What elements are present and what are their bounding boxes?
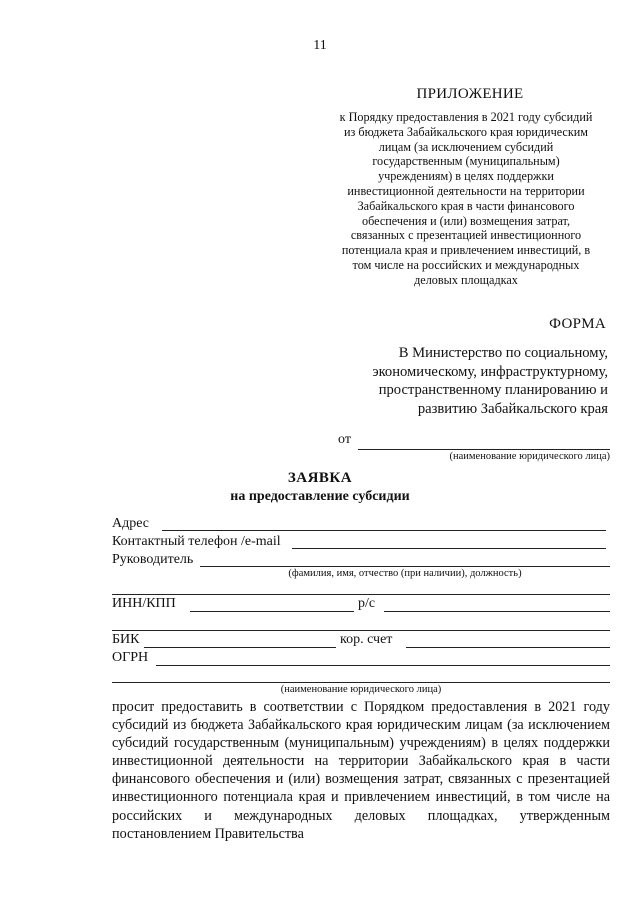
application-title: ЗАЯВКА [287,470,353,486]
corr-account-field-line[interactable] [406,647,610,648]
addressee-line: развитию Забайкальского края [417,400,608,417]
account-label: р/с [358,596,376,611]
appendix-line: связанных с презентацией инвестиционного [350,228,582,243]
appendix-line: лицам (за исключением субсидий [378,139,554,154]
appendix-line: потенциала края и привлечением инвестиций, в [341,243,591,258]
appendix-line: к Порядку предоставления в 2021 году субсидий [339,110,593,124]
appendix-line: Забайкальского края в части финансового [357,198,575,213]
appendix-line: инвестиционной деятельности на территории [347,183,585,198]
addressee-block [372,344,608,418]
inn-kpp-field-line[interactable] [190,611,354,612]
appendix-line: из бюджета Забайкальского края юридическим [344,124,588,139]
director-field-line[interactable] [200,566,610,567]
address-field-line[interactable] [162,530,606,531]
contact-field-line[interactable] [292,548,606,549]
director-label: Руководитель [112,552,194,567]
appendix-title: ПРИЛОЖЕНИЕ [416,86,524,102]
addressee-line: В Министерство по социальному, [398,345,608,361]
ogrn-field-line[interactable] [156,665,610,666]
corr-account-label: кор. счет [340,632,393,647]
director-extra-line[interactable] [112,594,610,595]
appendix-line: том числе на российских и международных [352,257,580,272]
from-label: от [338,432,351,447]
contact-label: Контактный телефон /e-mail [112,534,281,549]
addressee-line: пространственному планированию и [378,382,608,398]
ogrn-label: ОГРН [112,650,149,665]
legal-name-line[interactable] [112,682,610,683]
from-field-line[interactable] [358,449,610,450]
page-number: 11 [313,38,327,53]
appendix-line: деловых площадках [414,272,518,287]
appendix-line: государственным (муниципальным) [372,154,560,169]
from-caption: (наименование юридического лица) [449,451,610,462]
appendix-line: обеспечения и (или) возмещения затрат, [361,213,571,228]
body-paragraph: просит предоставить в соответствии с Порядком предоставления в 2021 году субсидий из бюджета Забайкальского края юридическим лицам (за исключением субсидий государственным (муниципальным) учреждениям) в целях поддержки инвестиционной деятельности на территории Забайкальского края в части финансового обеспечения и (или) возмещения затрат, связанных с презентацией инвестиционного потенциала края и привлечением инвестиций, в том числе на российских и международных деловых площадках, утвержденным постановлением Правительства [112,699,610,842]
address-label: Адрес [112,516,150,531]
account-field-line[interactable] [384,611,610,612]
application-subtitle: на предоставление субсидии [230,489,410,504]
inn-kpp-label: ИНН/КПП [112,596,176,611]
separator-line [112,630,610,631]
appendix-text [316,110,616,288]
director-caption: (фамилия, имя, отчество (при наличии), должность) [288,568,522,579]
bik-field-line[interactable] [144,647,336,648]
legal-name-caption: (наименование юридического лица) [280,684,442,695]
addressee-line: экономическому, инфраструктурному, [372,363,608,380]
bik-label: БИК [112,632,140,647]
appendix-line: учреждениям) в целях поддержки [378,169,554,184]
form-label: ФОРМА [549,316,606,332]
